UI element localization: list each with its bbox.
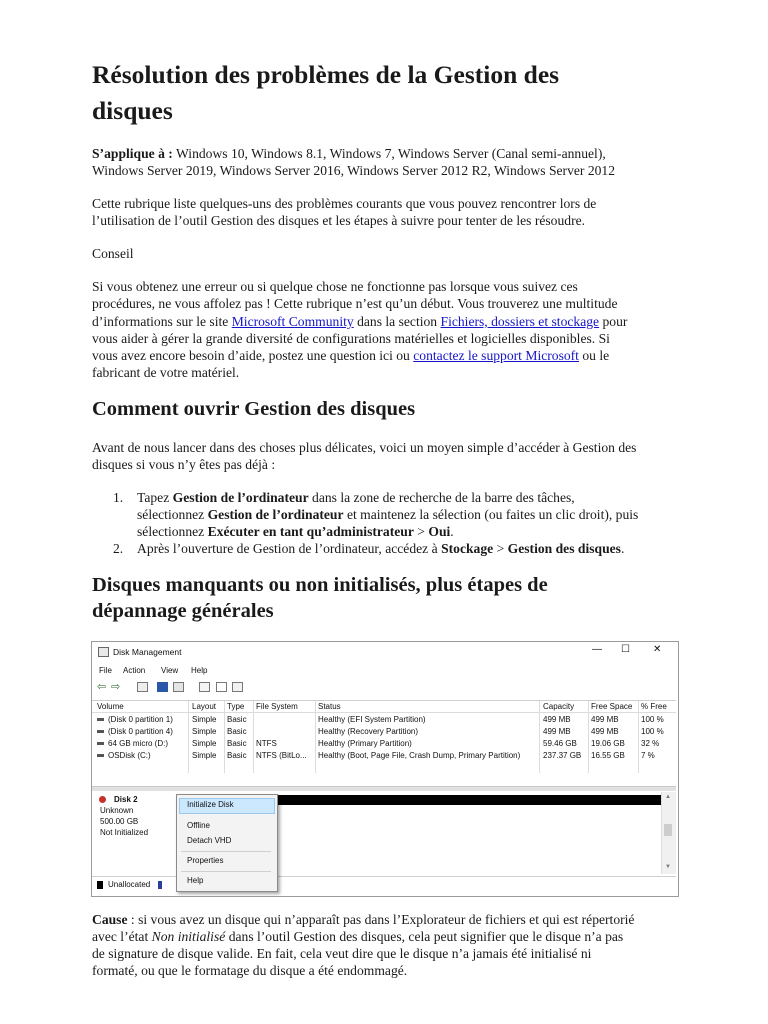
cell-capacity: 499 MB <box>543 715 571 724</box>
para-3a: d’informations sur le site <box>92 314 229 329</box>
cell-file-system: NTFS (BitLo... <box>256 751 307 760</box>
col-volume[interactable]: Volume <box>97 702 124 711</box>
para-3b: dans la section <box>357 314 438 329</box>
cause-2c: dans l’outil Gestion des disques, cela peut signifier que le disque n’a pas <box>228 929 624 944</box>
cause-line-4: formaté, ou que le formatage du disque a été endommagé. <box>92 963 408 978</box>
legend-unallocated: Unallocated <box>108 880 151 889</box>
menu-detach-vhd[interactable]: Detach VHD <box>187 836 232 845</box>
cause-line-3: de signature de disque valide. En fait, cela veut dire que le disque n’a jamais été initialisé ni <box>92 946 592 961</box>
s1j: Oui <box>428 524 451 539</box>
s1f: et maintenez la sélection (ou faites un clic droit), puis <box>346 507 639 522</box>
cell-file-system: NTFS <box>256 739 277 748</box>
scroll-up-icon[interactable]: ▲ <box>665 794 671 800</box>
connect-icon[interactable] <box>199 682 210 692</box>
back-arrow-icon[interactable]: ⇦ <box>97 681 107 693</box>
disk-name[interactable]: Disk 2 <box>114 795 138 804</box>
cause-2a: avec l’état <box>92 929 149 944</box>
para-3c: pour <box>602 314 628 329</box>
heading-missing-disks-line-2: dépannage générales <box>92 600 274 622</box>
cell-layout: Simple <box>192 715 217 724</box>
s1h: Exécuter en tant qu’administrateur <box>207 524 414 539</box>
show-hide-icon[interactable] <box>173 682 184 692</box>
rescan-icon[interactable] <box>216 682 227 692</box>
para-line-3 <box>92 314 627 330</box>
s1k: . <box>450 524 454 539</box>
properties-icon[interactable] <box>232 682 243 692</box>
cell-type: Basic <box>227 751 247 760</box>
cause-label: Cause <box>92 912 128 927</box>
cell-layout: Simple <box>192 739 217 748</box>
disk-type: Unknown <box>100 806 134 815</box>
volume-icon <box>97 718 104 721</box>
cell-type: Basic <box>227 727 247 736</box>
applies-text-1: Windows 10, Windows 8.1, Windows 7, Windows Server (Canal semi-annuel), <box>176 146 606 161</box>
para-line-4: vous aider à gérer la grande diversité de configurations matérielles et logicielles disponibles. Si <box>92 331 610 346</box>
cell-percent-free: 100 % <box>641 727 664 736</box>
col-percent-free[interactable]: % Free <box>641 702 667 711</box>
s1b: Gestion de l’ordinateur <box>172 490 309 505</box>
close-button[interactable]: ✕ <box>653 644 662 655</box>
s2b: Stockage <box>441 541 494 556</box>
page-title-line-2: disques <box>92 96 173 125</box>
disk-management-window <box>91 641 679 897</box>
step-2-number: 2. <box>113 541 124 556</box>
menu-help-item[interactable]: Help <box>187 876 204 885</box>
microsoft-community-link[interactable]: Microsoft Community <box>231 314 354 329</box>
applies-line-2: Windows Server 2019, Windows Server 2016, Windows Server 2012 R2, Windows Server 2012 <box>92 163 616 178</box>
menu-separator <box>181 871 271 872</box>
cause-line-1 <box>92 912 634 928</box>
heading-missing-disks-line-1: Disques manquants ou non initialisés, plus étapes de <box>92 574 548 596</box>
cell-capacity: 59.46 GB <box>543 739 577 748</box>
cell-free-space: 499 MB <box>591 715 619 724</box>
para-5a: vous avez encore besoin d’aide, postez une question ici ou <box>92 348 410 363</box>
intro-line-2: l’utilisation de l’outil Gestion des disques et les étapes à suivre pour tenter de les résoudre. <box>92 213 586 228</box>
open-line-2: disques si vous n’y êtes pas déjà : <box>92 457 276 472</box>
fichiers-dossiers-stockage-link[interactable]: Fichiers, dossiers et stockage <box>440 314 600 329</box>
para-line-5 <box>92 348 609 364</box>
para-line-2: procédures, ne vous affolez pas ! Cette rubrique n’est qu’un début. Vous trouverez une multitude <box>92 296 618 311</box>
tip-label: Conseil <box>92 246 134 261</box>
step-1-line-2 <box>137 507 638 523</box>
s1e: Gestion de l’ordinateur <box>207 507 344 522</box>
heading-open-disk-management: Comment ouvrir Gestion des disques <box>92 398 416 420</box>
menu-properties[interactable]: Properties <box>187 856 224 865</box>
applies-label: S’applique à : <box>92 146 173 161</box>
cell-volume: OSDisk (C:) <box>108 751 151 760</box>
col-free-space[interactable]: Free Space <box>591 702 633 711</box>
menu-separator <box>181 851 271 852</box>
context-menu <box>176 794 278 892</box>
cell-percent-free: 32 % <box>641 739 660 748</box>
col-status[interactable]: Status <box>318 702 341 711</box>
cause-line-2 <box>92 929 623 945</box>
minimize-button[interactable]: — <box>592 644 602 655</box>
forward-arrow-icon[interactable]: ⇨ <box>111 681 121 693</box>
cell-percent-free: 7 % <box>641 751 655 760</box>
open-line-1: Avant de nous lancer dans des choses plus délicates, voici un moyen simple d’accéder à Gestion des <box>92 440 637 455</box>
page-title-line-1: Résolution des problèmes de la Gestion des <box>92 60 560 89</box>
col-capacity[interactable]: Capacity <box>543 702 575 711</box>
help-icon[interactable] <box>157 682 168 692</box>
menu-offline[interactable]: Offline <box>187 821 210 830</box>
s2d: Gestion des disques <box>507 541 621 556</box>
s1d: sélectionnez <box>137 507 205 522</box>
cell-volume: (Disk 0 partition 4) <box>108 727 173 736</box>
menu-help[interactable]: Help <box>191 666 208 675</box>
scrollbar-thumb[interactable] <box>664 824 672 836</box>
step-1-number: 1. <box>113 490 124 505</box>
unallocated-swatch <box>97 881 103 889</box>
disk-state: Not Initialized <box>100 828 149 837</box>
para-line-6: fabricant de votre matériel. <box>92 365 240 380</box>
s1i: > <box>417 524 425 539</box>
maximize-button[interactable]: ☐ <box>621 644 630 655</box>
cell-type: Basic <box>227 715 247 724</box>
console-tree-icon[interactable] <box>137 682 148 692</box>
cell-volume: 64 GB micro (D:) <box>108 739 169 748</box>
para-line-1: Si vous obtenez une erreur ou si quelque chose ne fonctionne pas lorsque vous suivez ces <box>92 279 578 294</box>
cell-status: Healthy (Recovery Partition) <box>318 727 419 736</box>
cell-layout: Simple <box>192 751 217 760</box>
scroll-down-icon[interactable]: ▼ <box>665 864 671 870</box>
col-layout[interactable]: Layout <box>192 702 217 711</box>
intro-line-1: Cette rubrique liste quelques-uns des problèmes courants que vous pouvez rencontrer lors de <box>92 196 597 211</box>
cell-free-space: 499 MB <box>591 727 619 736</box>
cell-capacity: 499 MB <box>543 727 571 736</box>
volume-icon <box>97 730 104 733</box>
cell-free-space: 19.06 GB <box>591 739 625 748</box>
cell-layout: Simple <box>192 727 217 736</box>
cell-volume: (Disk 0 partition 1) <box>108 715 173 724</box>
s2a: Après l’ouverture de Gestion de l’ordinateur, accédez à <box>137 541 438 556</box>
window-title: Disk Management <box>113 647 182 657</box>
cell-percent-free: 100 % <box>641 715 664 724</box>
app-icon <box>98 647 109 657</box>
s2c: > <box>496 541 505 556</box>
applies-line-1 <box>92 146 606 162</box>
step-1-line-1 <box>137 490 575 506</box>
cause-2b: Non initialisé <box>151 929 226 944</box>
step-2-line-1 <box>137 541 624 557</box>
pane-splitter[interactable] <box>92 786 676 791</box>
volume-icon <box>97 754 104 757</box>
primary-swatch <box>158 881 162 889</box>
cell-status: Healthy (Primary Partition) <box>318 739 412 748</box>
disk-allocation-bar[interactable] <box>275 795 661 805</box>
s1g: sélectionnez <box>137 524 205 539</box>
volume-icon <box>97 742 104 745</box>
col-type[interactable]: Type <box>227 702 245 711</box>
cause-1: : si vous avez un disque qui n’apparaît pas dans l’Explorateur de fichiers et qui est répertorié <box>130 912 635 927</box>
cell-status: Healthy (EFI System Partition) <box>318 715 426 724</box>
s1c: dans la zone de recherche de la barre des tâches, <box>312 490 575 505</box>
menu-view[interactable]: View <box>161 666 179 675</box>
col-file-system[interactable]: File System <box>256 702 298 711</box>
cell-capacity: 237.37 GB <box>543 751 582 760</box>
s1a: Tapez <box>137 490 170 505</box>
para-5b: ou le <box>582 348 610 363</box>
cell-free-space: 16.55 GB <box>591 751 625 760</box>
step-1-line-3 <box>137 524 454 540</box>
cell-type: Basic <box>227 739 247 748</box>
contact-support-link[interactable]: contactez le support Microsoft <box>413 348 579 363</box>
disk-size: 500.00 GB <box>100 817 139 826</box>
disk-warning-icon <box>99 796 106 803</box>
cell-status: Healthy (Boot, Page File, Crash Dump, Primary Partition) <box>318 751 521 760</box>
menu-file[interactable]: File <box>99 666 112 675</box>
s2e: . <box>620 541 625 556</box>
menu-action[interactable]: Action <box>123 666 146 675</box>
menu-initialize-disk[interactable]: Initialize Disk <box>187 800 234 809</box>
